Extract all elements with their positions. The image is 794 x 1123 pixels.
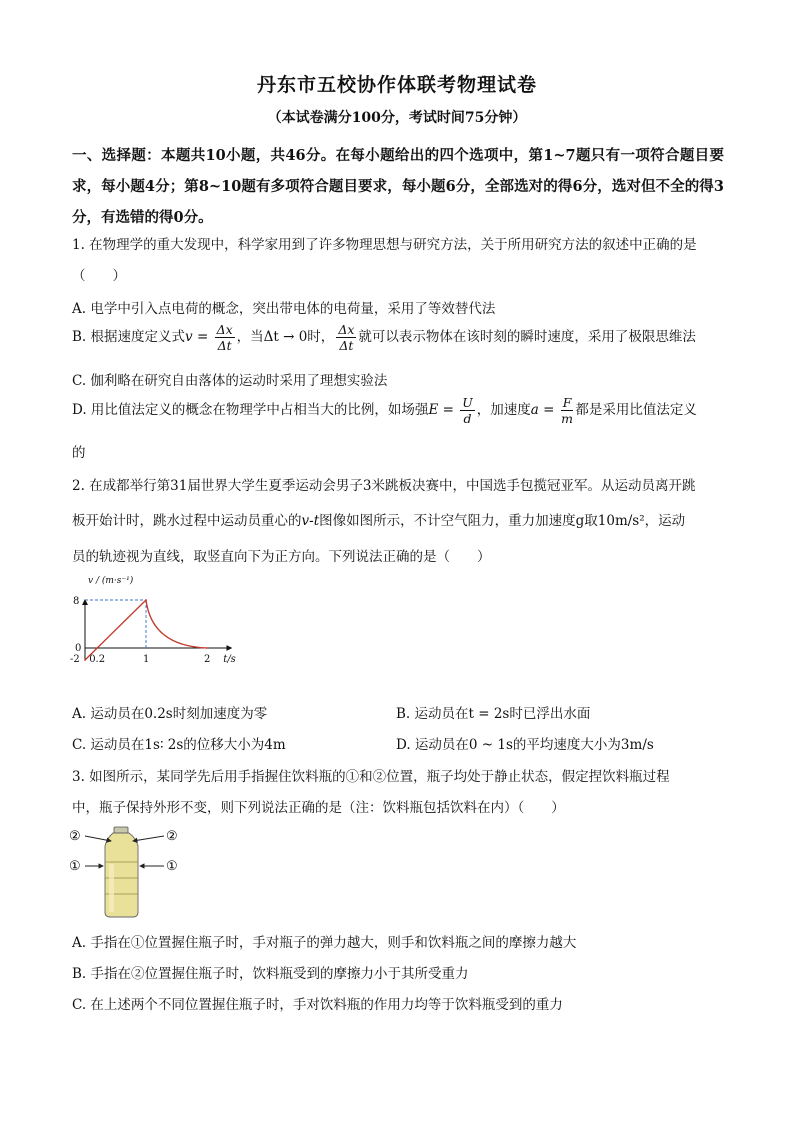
q2-option-a: A. 运动员在0.2s时刻加速度为零 (72, 706, 268, 722)
y-tick-label: -2 (70, 654, 80, 665)
page-subtitle: （本试卷满分100分，考试时间75分钟） (267, 110, 527, 126)
q2-stem-line3: 员的轨迹视为直线，取竖直向下为正方向。下列说法正确的是（ ） (72, 549, 491, 565)
q1-b-text-post: 就可以表示物体在该时刻的瞬时速度，采用了极限思维法 (358, 329, 696, 345)
q1-stem-line1: 1. 在物理学的重大发现中，科学家用到了许多物理思想与研究方法，关于所用研究方法的叙述中正确的是 (72, 237, 697, 253)
q1-d-text-mid: ，加速度 (476, 402, 531, 418)
x-tick-label: 2 (204, 654, 211, 665)
arrow-2-left (85, 836, 111, 841)
q1-d-eq2: = (538, 402, 559, 418)
label-position-1-left: ① (69, 859, 81, 874)
q1-b-num: Δx (216, 322, 233, 337)
q2-line2-post: 图像如图所示，不计空气阻力，重力加速度g取10m/s²，运动 (319, 513, 686, 529)
y-axis-label: v / (m·s⁻¹) (88, 576, 134, 586)
q1-option-c: C. 伽利略在研究自由落体的运动时采用了理想实验法 (72, 373, 388, 389)
q1-option-d-line2: 的 (72, 445, 86, 461)
q1-b-num2: Δx (338, 322, 355, 337)
series-line-rising (85, 600, 146, 660)
q1-stem-line2: （ ） (72, 268, 126, 284)
q1-d-var-e: E (428, 402, 439, 418)
q1-b-den: Δt (217, 338, 232, 353)
label-position-1-right: ① (166, 859, 178, 874)
x-tick-label: 0.2 (89, 654, 106, 665)
q1-b-text-mid: ，当Δt → 0时， (236, 329, 335, 345)
q2-stem-line2 (72, 509, 685, 529)
q2-stem-line1: 2. 在成都举行第31届世界大学生夏季运动会男子3米跳板决赛中，中国选手包揽冠亚军。从运动员离开跳 (72, 478, 696, 494)
q1-d-fraction (460, 395, 475, 426)
vt-graph (68, 572, 248, 682)
label-position-2-left: ② (69, 829, 81, 844)
bottle-figure (66, 824, 184, 920)
q1-option-d (72, 395, 697, 426)
q1-b-var: v (185, 329, 193, 345)
data-point (206, 647, 208, 649)
data-point (84, 659, 86, 661)
q1-b-eq: = (192, 329, 213, 345)
q3-stem-line1: 3. 如图所示，某同学先后用手指握住饮料瓶的①和②位置，瓶子均处于静止状态，假定捏饮料瓶过程 (72, 769, 670, 785)
q1-option-b (72, 322, 696, 353)
y-tick-label: 8 (73, 596, 80, 607)
q3-option-a: A. 手指在①位置握住瓶子时，手对瓶子的弹力越大，则手和饮料瓶之间的摩擦力越大 (72, 935, 577, 951)
q1-d-den: d (463, 411, 472, 426)
q1-d-text-post: 都是采用比值法定义 (575, 402, 697, 418)
arrow-2-right (133, 836, 164, 841)
q3-option-b: B. 手指在②位置握住瓶子时，饮料瓶受到的摩擦力小于其所受重力 (72, 966, 469, 982)
y-tick-label: 0 (75, 643, 82, 654)
q1-d-num2: F (562, 395, 572, 410)
q1-d-num: U (462, 395, 473, 410)
q2-option-c: C. 运动员在1s∶ 2s的位移大小为4m (72, 737, 286, 753)
data-point (145, 599, 147, 601)
q1-d-text-pre: D. 用比值法定义的概念在物理学中占相当大的比例，如场强 (72, 402, 429, 418)
q1-option-a: A. 电学中引入点电荷的概念，突出带电体的电荷量，采用了等效替代法 (72, 301, 496, 317)
q1-d-var-a: a (530, 402, 539, 418)
x-axis-label: t/s (223, 654, 236, 665)
q1-d-fraction2 (561, 395, 574, 426)
q1-b-text-pre: B. 根据速度定义式 (72, 329, 186, 345)
q1-d-eq: = (438, 402, 459, 418)
q3-stem-line2: 中，瓶子保持外形不变，则下列说法正确的是（注：饮料瓶包括饮料在内）（ ） (72, 800, 565, 816)
page-title: 丹东市五校协作体联考物理试卷 (256, 74, 537, 96)
q3-option-c: C. 在上述两个不同位置握住瓶子时，手对饮料瓶的作用力均等于饮料瓶受到的重力 (72, 997, 563, 1013)
q2-option-d: D. 运动员在0 ~ 1s的平均速度大小为3m/s (396, 737, 654, 753)
data-point (96, 647, 98, 649)
section-instructions: 一、选择题：本题共10小题，共46分。在每小题给出的四个选项中，第1~7题只有一项符合题目要求，每小题4分；第8~10题有多项符合题目要求，每小题6分，全部选对的得6分，选对但不全的得3分，有选错的得0分。 (72, 147, 724, 226)
q2-line2-vt: v-t (301, 513, 320, 529)
label-position-2-right: ② (166, 829, 178, 844)
q2-line2-pre: 板开始计时，跳水过程中运动员重心的 (72, 513, 302, 529)
series-curve-decaying (146, 600, 207, 648)
q1-d-den2: m (561, 411, 573, 426)
x-tick-label: 1 (143, 654, 150, 665)
q1-b-den2: Δt (339, 338, 354, 353)
q2-option-b: B. 运动员在t = 2s时已浮出水面 (396, 706, 591, 722)
q1-b-fraction2 (336, 322, 356, 353)
q1-b-fraction (215, 322, 235, 353)
